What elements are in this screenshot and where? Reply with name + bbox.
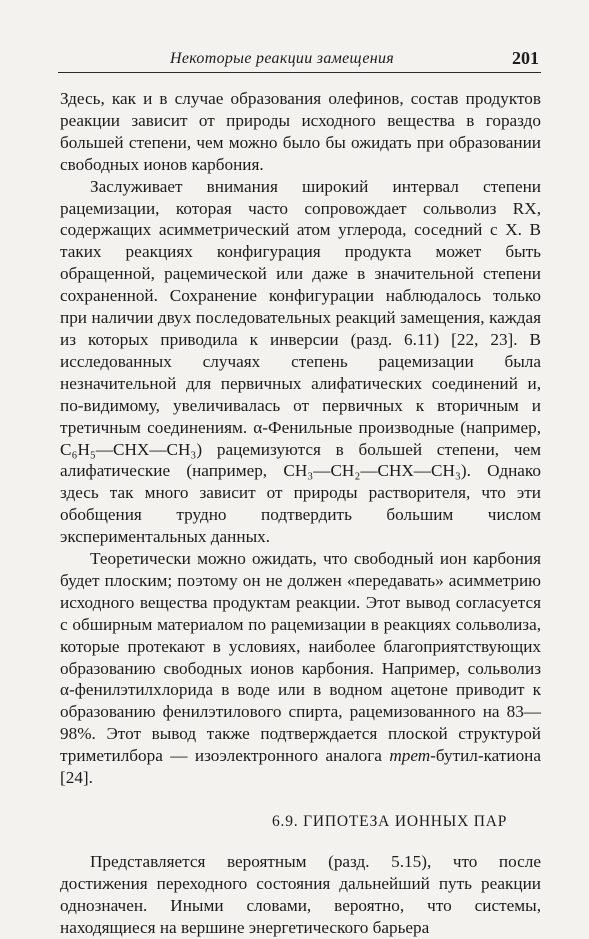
paragraph-4: Представляется вероятным (разд. 5.15), что после достижения переходного состояния дальнейший путь реакции однозначен. Иными словами, вероятно, что системы, находящиеся на вершине энергетического барьера (60, 852, 541, 937)
paragraph-3-text: Теоретически можно ожидать, что свободный ион карбония будет плоским; поэтому он не должен «передавать» асимметрию исходного вещества продуктам реакции. Этот вывод согласуется с обширным материалом по рацемизации в реакциях сольволиза, которые протекают в условиях, наиболее благоприятствующих образованию свободных ионов карбония. Например, сольволиз α-фенилэтилхлорида в воде или в водном ацетоне приводит к образованию фенилэтилового спирта, рацемизованного на 83—98%. Этот вывод также подтверждается плоской структурой триметилбора — изоэлектронного аналога (60, 549, 541, 766)
running-title: Некоторые реакции замещения (170, 50, 395, 67)
paragraph-3 (60, 548, 541, 789)
paragraph-3-end: -бутил-катиона [24]. (60, 746, 541, 788)
page-header (58, 48, 541, 73)
page-number: 201 (512, 48, 539, 68)
page-body (60, 88, 541, 939)
paragraph-3-italic: трет (389, 746, 431, 766)
paragraph-2: Заслуживает внимания широкий интервал степени рацемизации, которая часто сопровождает сольволиз RX, содержащих асимметрический атом углерода, соседний с X. В таких реакциях конфигурация продукта может быть обращенной, рацемической или даже в значительной степени сохраненной. Сохранение конфигурации наблюдалось только при наличии двух последовательных реакций замещения, каждая из которых приводила к инверсии (разд. 6.11) [22, 23]. В исследованных случаях степень рацемизации была незначительной для первичных алифатических соединений и, по-видимому, увеличивалась от первичных к вторичным и третичным соединениям. α-Фенильные производные (например, C₆H₅—CHX—CH₃) рацемизуются в большей степени, чем алифатические (например, CH₃—CH₂—CHX—CH₃). Однако здесь так много зависит от природы растворителя, что эти обобщения трудно подтвердить большим числом экспериментальных данных. (60, 176, 541, 547)
paragraph-1: Здесь, как и в случае образования олефинов, состав продуктов реакции зависит от природы исходного вещества в гораздо большей степени, чем можно было бы ожидать при образовании свободных ионов карбония. (60, 89, 541, 174)
section-heading: 6.9. ГИПОТЕЗА ИОННЫХ ПАР (272, 813, 508, 830)
